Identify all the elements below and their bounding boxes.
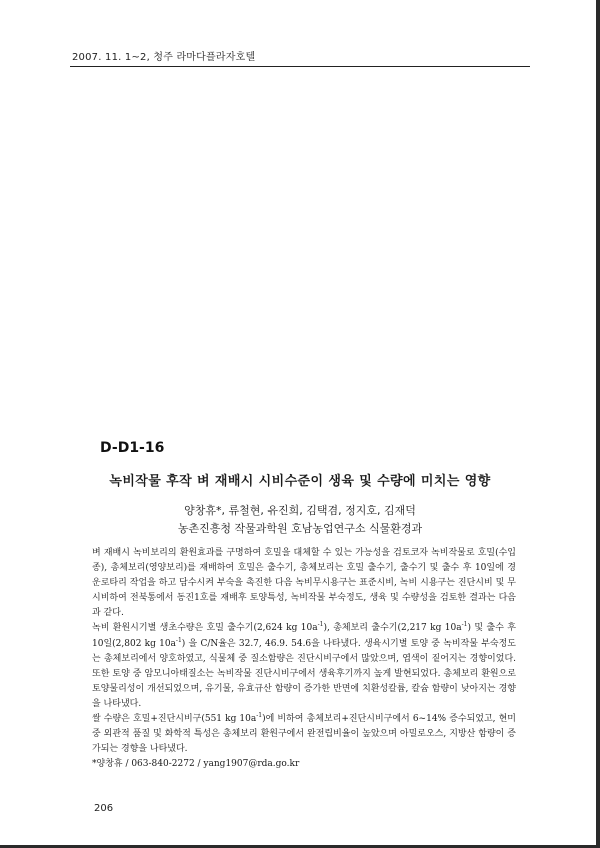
affiliation: 농촌진흥청 작물과학원 호남농업연구소 식물환경과	[177, 522, 423, 535]
text-segment: ) 을 C/N율은 32.7, 46.9. 54.6을 나타냈다. 생육시기별 토양 중 녹비작물 부숙정도는 총체보리에서 양호하였고, 식물체 중 질소함량은 진단시비구에서 많았으며, 엽색이 짙어지는 경향이었다. 또한 토양 중 암모니아태질소는 녹비작물 진단시비구에서 생육후기까지 높게 발현되었다. 총체보리 환원으로 토양물리성이 개선되었으며, 유기물, 유효규산 함량이 증가한 반면에 치환성칼륨, 칼슘 함량이 낮아지는 경향을 나타냈다.	[92, 638, 516, 709]
superscript: -1	[256, 712, 263, 720]
paragraph-intro: 벼 재배시 녹비보리의 환원효과를 구명하여 호밀을 대체할 수 있는 가능성을 검토코자 녹비작물로 호밀(수입종), 총체보리(영양보리)를 재배하여 호밀은 출수기, 총체보리는 호밀 출수기, 출수기 및 출수 후 10일에 경운로타리 작업을 하고 담수시켜 부숙을 촉진한 다음 녹비무시용구는 표준시비, 녹비 시용구는 진단시비 및 무시비하여 전북통에서 동진1호를 재배후 토양특성, 녹비작물 부숙정도, 생육 및 수량성을 검토한 결과는 다음과 같다.	[92, 548, 516, 619]
page-edge-right	[596, 0, 600, 848]
paragraph-growth	[92, 621, 516, 712]
paragraph-yield	[92, 712, 516, 757]
page-number: 206	[94, 803, 114, 814]
paper-code: D-D1-16	[100, 440, 165, 456]
header-rule	[70, 66, 530, 67]
text-segment: ) 및 출수 후 10일(2,802 kg 10a	[92, 623, 517, 649]
author-list: 양창휴*, 류철현, 유진희, 김택겸, 정지호, 김재덕	[184, 504, 416, 517]
text-segment: )에 비하여 총체보리+진단시비구에서 6~14% 증수되었고, 현미 중 외관적 품질 및 화학적 특성은 총체보리 환원구에서 완전립비율이 높았으며 아밀로오스, 지방산 함량이 증가되는 경향을 나타냈다.	[92, 714, 516, 755]
abstract-body	[92, 546, 516, 772]
text-segment: 쌀 수량은 호밀+진단시비구(551 kg 10a	[92, 714, 257, 725]
text-segment: ), 총체보리 출수기(2,217 kg 10a	[323, 623, 462, 634]
running-header: 2007. 11. 1~2, 청주 라마다플라자호텔	[72, 52, 256, 63]
superscript: -1	[317, 621, 324, 629]
superscript: -1	[461, 621, 468, 629]
text-segment: 녹비 환원시기별 생초수량은 호밀 출수기(2,624 kg 10a	[92, 623, 318, 634]
corresponding-author-footnote: *양창휴 / 063-840-2272 / yang1907@rda.go.kr	[92, 759, 300, 770]
superscript: -1	[175, 636, 182, 644]
paper-title: 녹비작물 후작 벼 재배시 시비수준이 생육 및 수량에 미치는 영향	[109, 474, 491, 489]
